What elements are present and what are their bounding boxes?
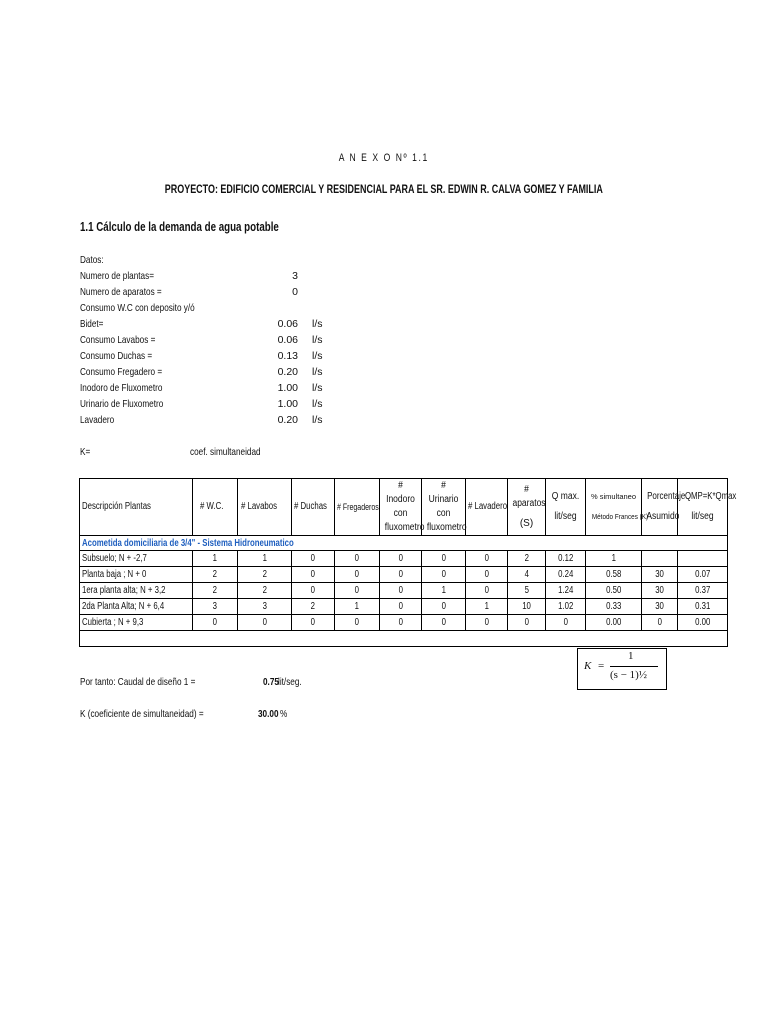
cell-lavd: 0 <box>466 615 508 631</box>
cell-ino: 0 <box>380 615 422 631</box>
header-simultaneo: % simultaneo Método Frances (K) <box>586 479 642 536</box>
formula-equals: = <box>598 660 605 672</box>
cell-freg: 0 <box>335 551 380 567</box>
cell-ino: 0 <box>380 583 422 599</box>
design-flow-row <box>80 676 380 692</box>
cell-ino: 0 <box>380 567 422 583</box>
cell-lav: 2 <box>238 567 292 583</box>
cell-lav: 1 <box>238 551 292 567</box>
table-header-row <box>80 479 728 536</box>
cell-ap: 10 <box>508 599 546 615</box>
cell-k: 0.33 <box>586 599 642 615</box>
k-formula <box>577 648 667 690</box>
cell-freg: 0 <box>335 583 380 599</box>
cell-duc: 2 <box>292 599 335 615</box>
param-row <box>80 300 340 316</box>
parameters-list <box>80 252 340 428</box>
cell-qmp <box>678 551 728 567</box>
cell-duc: 0 <box>292 567 335 583</box>
cell-qmp: 0.37 <box>678 583 728 599</box>
param-value: 0.06 <box>277 334 298 346</box>
param-label: Consumo Duchas = <box>80 350 153 362</box>
header-lavadero: # Lavadero <box>466 479 508 536</box>
param-value: 0.06 <box>277 318 298 330</box>
cell-k: 0.00 <box>586 615 642 631</box>
cell-uri: 0 <box>422 599 466 615</box>
param-unit: l/s <box>312 334 323 346</box>
table-row <box>80 583 728 599</box>
header-urinario: # Urinario con fluxometro <box>422 479 466 536</box>
param-row <box>80 332 340 348</box>
header-inodoro: # Inodoro con fluxometro <box>380 479 422 536</box>
datos-label: Datos: <box>80 254 104 266</box>
param-row <box>80 316 340 332</box>
cell-q: 1.24 <box>546 583 586 599</box>
param-unit: l/s <box>312 366 323 378</box>
cell-q: 0.12 <box>546 551 586 567</box>
cell-lavd: 0 <box>466 551 508 567</box>
cell-ap: 0 <box>508 615 546 631</box>
header-duchas: # Duchas <box>292 479 335 536</box>
section-title: 1.1 Cálculo de la demanda de agua potable <box>80 220 279 234</box>
table-row <box>80 567 728 583</box>
param-label: Numero de plantas= <box>80 270 154 282</box>
cell-k: 1 <box>586 551 642 567</box>
cell-p: 30 <box>642 583 678 599</box>
cell-ino: 0 <box>380 599 422 615</box>
header-desc: Descripción Plantas <box>80 479 193 536</box>
param-label: Urinario de Fluxometro <box>80 398 164 410</box>
cell-q: 1.02 <box>546 599 586 615</box>
fraction-bar <box>610 666 658 667</box>
param-row <box>80 284 340 300</box>
header-qmax: Q max. lit/seg <box>546 479 586 536</box>
cell-duc: 0 <box>292 615 335 631</box>
design-flow-value: 0.75 <box>263 676 279 688</box>
cell-ap: 2 <box>508 551 546 567</box>
cell-uri: 0 <box>422 567 466 583</box>
design-flow-label: Por tanto: Caudal de diseño 1 = <box>80 676 196 688</box>
param-value: 3 <box>292 270 298 282</box>
cell-p: 30 <box>642 567 678 583</box>
cell-wc: 2 <box>193 567 238 583</box>
table-subtitle: Acometida domiciliaria de 3/4" - Sistema Hidroneumatico <box>82 537 294 549</box>
cell-qmp: 0.07 <box>678 567 728 583</box>
cell-q: 0.24 <box>546 567 586 583</box>
cell-desc: Subsuelo; N + -2,7 <box>80 551 193 567</box>
cell-q: 0 <box>546 615 586 631</box>
k-description: coef. simultaneidad <box>190 446 261 458</box>
table-row <box>80 599 728 615</box>
param-row <box>80 348 340 364</box>
header-aparatos: # aparatos (S) <box>508 479 546 536</box>
cell-duc: 0 <box>292 583 335 599</box>
cell-desc: 2da Planta Alta; N + 6,4 <box>80 599 193 615</box>
table-empty-row <box>80 631 728 647</box>
cell-desc: Cubierta ; N + 9,3 <box>80 615 193 631</box>
cell-desc: 1era planta alta; N + 3,2 <box>80 583 193 599</box>
cell-duc: 0 <box>292 551 335 567</box>
cell-p: 0 <box>642 615 678 631</box>
formula-denominator: (s − 1)½ <box>610 669 648 681</box>
project-title: PROYECTO: EDIFICIO COMERCIAL Y RESIDENCIAL PARA EL SR. EDWIN R. CALVA GOMEZ Y FAMILIA <box>164 184 604 196</box>
cell-lav: 3 <box>238 599 292 615</box>
k-design-label: K (coeficiente de simultaneidad) = <box>80 708 204 720</box>
param-row <box>80 268 340 284</box>
param-label: Inodoro de Fluxometro <box>80 382 163 394</box>
param-label: Consumo Fregadero = <box>80 366 163 378</box>
demand-table <box>79 478 737 647</box>
cell-lav: 2 <box>238 583 292 599</box>
cell-k: 0.50 <box>586 583 642 599</box>
header-fregaderos: # Fregaderos <box>335 479 380 536</box>
param-value: 0.20 <box>277 414 298 426</box>
k-design-row <box>80 708 380 724</box>
k-design-unit: % <box>280 708 288 720</box>
table-row <box>80 615 728 631</box>
k-design-value: 30.00 <box>258 708 279 720</box>
param-label: Numero de aparatos = <box>80 286 162 298</box>
param-row <box>80 396 340 412</box>
table-row <box>80 551 728 567</box>
k-definition <box>80 446 380 462</box>
k-label: K= <box>80 446 91 458</box>
table-subtitle-row <box>80 536 728 551</box>
param-row <box>80 364 340 380</box>
param-value: 0.20 <box>277 366 298 378</box>
param-row <box>80 412 340 428</box>
cell-lav: 0 <box>238 615 292 631</box>
cell-freg: 1 <box>335 599 380 615</box>
cell-wc: 1 <box>193 551 238 567</box>
cell-freg: 0 <box>335 567 380 583</box>
param-value: 0.13 <box>277 350 298 362</box>
empty-cell <box>80 631 728 647</box>
cell-ap: 5 <box>508 583 546 599</box>
param-label: Bidet= <box>80 318 104 330</box>
cell-uri: 0 <box>422 551 466 567</box>
formula-numerator: 1 <box>628 650 634 662</box>
formula-k: K <box>584 660 592 672</box>
param-unit: l/s <box>312 350 323 362</box>
header-qmp: QMP=K*Qmax lit/seg <box>678 479 728 536</box>
cell-ap: 4 <box>508 567 546 583</box>
cell-wc: 0 <box>193 615 238 631</box>
param-row <box>80 380 340 396</box>
param-value: 1.00 <box>277 382 298 394</box>
cell-lavd: 0 <box>466 583 508 599</box>
header-lavabos: # Lavabos <box>238 479 292 536</box>
param-value: 0 <box>292 286 298 298</box>
header-wc: # W.C. <box>193 479 238 536</box>
param-unit: l/s <box>312 382 323 394</box>
cell-qmp: 0.31 <box>678 599 728 615</box>
cell-p: 30 <box>642 599 678 615</box>
cell-wc: 3 <box>193 599 238 615</box>
param-label: Lavadero <box>80 414 115 426</box>
header-porcentaje: Porcentaje Asumido <box>642 479 678 536</box>
cell-lavd: 1 <box>466 599 508 615</box>
param-unit: l/s <box>312 398 323 410</box>
cell-p <box>642 551 678 567</box>
cell-freg: 0 <box>335 615 380 631</box>
cell-ino: 0 <box>380 551 422 567</box>
annex-title: A N E X O Nº 1.1 <box>338 152 430 164</box>
cell-lavd: 0 <box>466 567 508 583</box>
design-flow-unit: lit/seg. <box>278 676 302 688</box>
param-unit: l/s <box>312 414 323 426</box>
param-label: Consumo W.C con deposito y/ó <box>80 302 195 314</box>
cell-desc: Planta baja ; N + 0 <box>80 567 193 583</box>
param-unit: l/s <box>312 318 323 330</box>
param-value: 1.00 <box>277 398 298 410</box>
param-label: Consumo Lavabos = <box>80 334 156 346</box>
cell-qmp: 0.00 <box>678 615 728 631</box>
cell-k: 0.58 <box>586 567 642 583</box>
cell-wc: 2 <box>193 583 238 599</box>
cell-uri: 1 <box>422 583 466 599</box>
cell-uri: 0 <box>422 615 466 631</box>
